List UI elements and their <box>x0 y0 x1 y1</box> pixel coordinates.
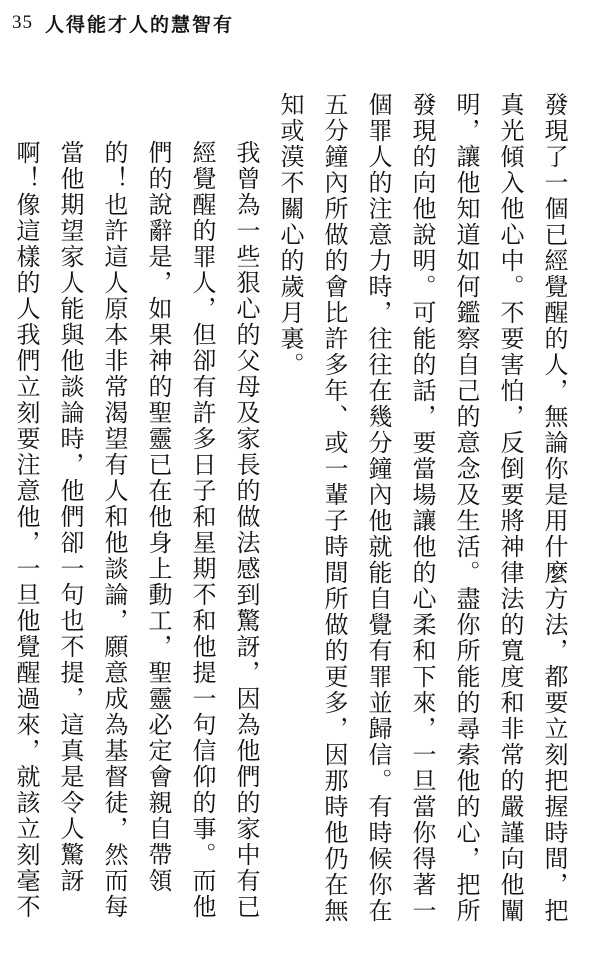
running-title: 人得能才人的慧智有 <box>45 13 235 36</box>
paragraph-1: 發現了一個已經覺醒的人，無論你是用什麼方法，都要立刻把握時間，把真光傾入他心中。不要害怕，反倒要將神律法的寬度和非常的嚴謹向他闡明，讓他知道如何鑑察自己的意念及生活。盡你所能的尋索他的心，把所發現的向他說明。可能的話，要當場讓他的心柔和下來，一旦當你得著一個罪人的注意力時，往往在幾分鐘內他就能自覺有罪並歸信。有時候你在五分鐘內所做的會比許多年、或一輩子時間所做的更多，因那時他仍在無知或漠不關心的歲月裏。 <box>276 92 568 924</box>
paragraph-2: 我曾為一些狠心的父母及家長的做法感到驚訝，因為他們的家中有已經覺醒的罪人，但卻有許多日子和星期不和他提一句信仰的事。而他們的說辭是，如果神的聖靈已在他身上動工，聖靈必定會親自帶領的！也許這人原本非常渴望有人和他談論，願意成為基督徒，然而每當他期望家人能與他談論時，他們卻一句也不提，這真是令人驚訝啊！像這樣的人我們立刻要注意他，一旦他覺醒過來，就該立刻毫不 <box>12 140 260 920</box>
page-header <box>12 8 234 38</box>
vertical-body-text <box>12 92 576 944</box>
page-number: 35 <box>12 12 33 33</box>
